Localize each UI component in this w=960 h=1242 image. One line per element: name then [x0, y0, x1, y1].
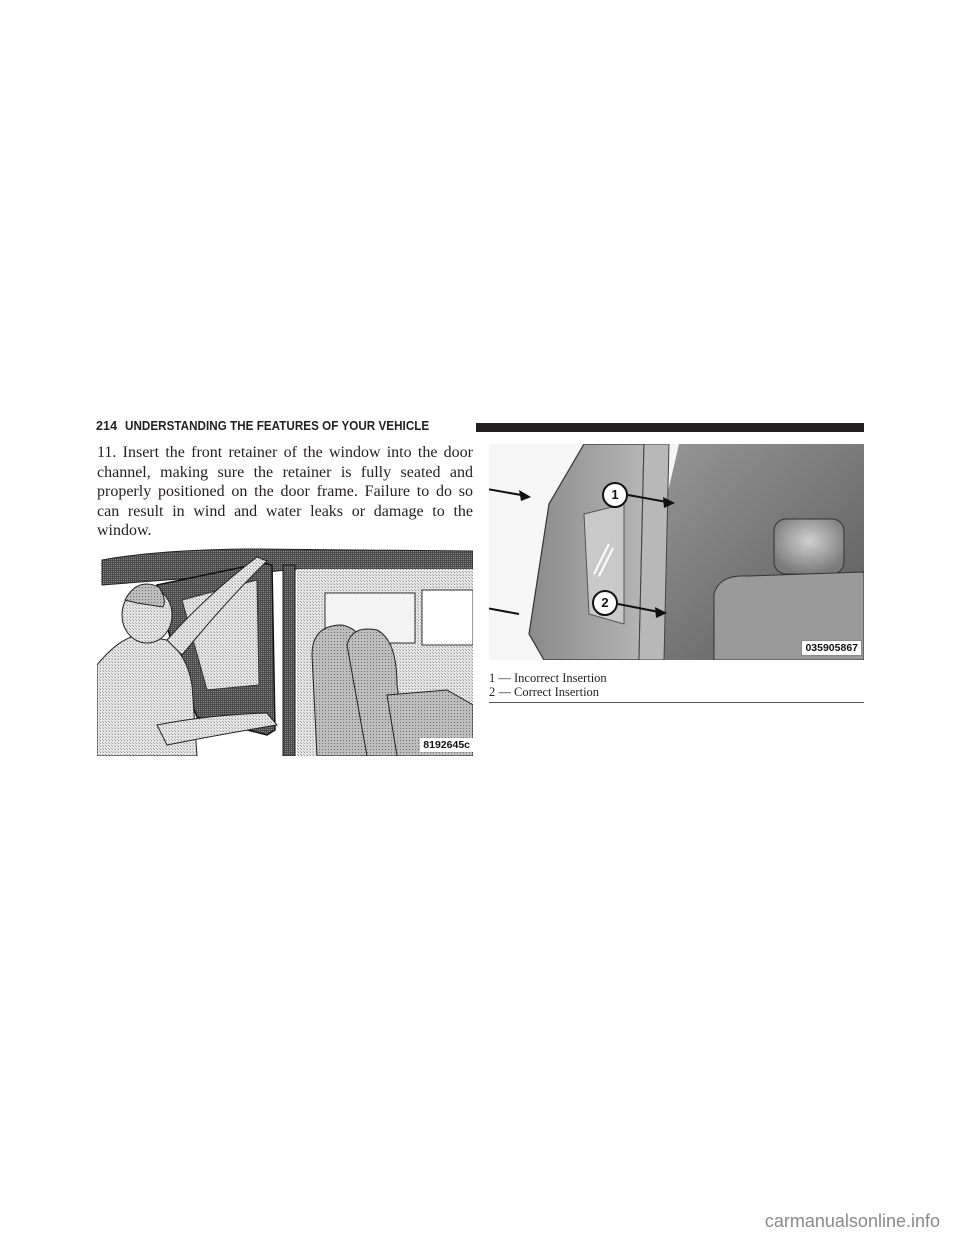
page-number: 214 — [96, 419, 118, 433]
section-title: UNDERSTANDING THE FEATURES OF YOUR VEHICLE — [125, 419, 430, 433]
header-rule-bar — [476, 423, 864, 432]
callout-arrows — [489, 444, 864, 660]
caption-item-1: 1 — Incorrect Insertion — [489, 671, 607, 685]
step-11-text: 11. Insert the front retainer of the window into the door channel, making sure the retainer is fully seated and properly positioned on the door frame. Failure to do so can result in wind and water leaks or damage to the window. — [97, 444, 473, 539]
figure-window-install — [97, 545, 473, 756]
figure-caption — [489, 671, 864, 703]
figure-code: 035905867 — [801, 640, 862, 656]
figure-retainer-insertion — [489, 444, 864, 660]
watermark: carmanualsonline.info — [764, 1211, 940, 1231]
callout-2: 2 — [592, 590, 618, 616]
caption-item-2: 2 — Correct Insertion — [489, 685, 600, 699]
illustration-person-installing-window — [97, 545, 473, 756]
callout-1: 1 — [602, 482, 628, 508]
page-header — [96, 418, 864, 434]
figure-code: 8192645c — [420, 738, 473, 752]
